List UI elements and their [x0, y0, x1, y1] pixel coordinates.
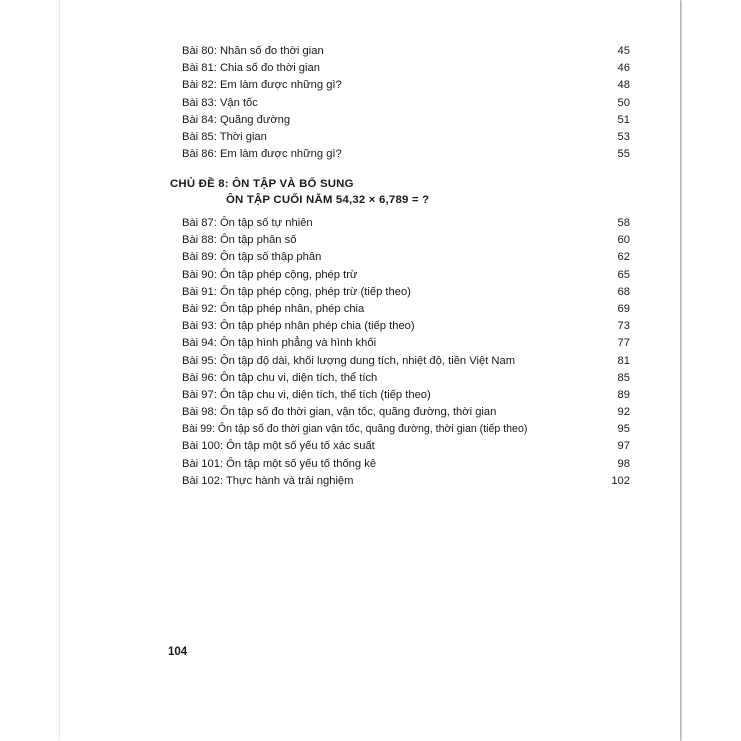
toc-list-part2 — [182, 215, 630, 490]
toc-page: 51 — [617, 113, 630, 126]
toc-page: 53 — [617, 130, 630, 143]
toc-page: 60 — [617, 234, 630, 247]
toc-page: 85 — [617, 371, 630, 384]
toc-title: Bài 91: Ôn tập phép cộng, phép trừ (tiếp theo) — [182, 285, 411, 298]
toc-row — [182, 284, 630, 301]
toc-page: 95 — [617, 423, 630, 436]
toc-title: Bài 88: Ôn tập phân số — [182, 234, 297, 247]
toc-page: 92 — [617, 406, 630, 419]
toc-title: Bài 87: Ôn tập số tự nhiên — [182, 217, 313, 229]
toc-title: Bài 97: Ôn tập chu vi, diện tích, thể tích (tiếp theo) — [182, 388, 431, 401]
toc-title: Bài 94: Ôn tập hình phẳng và hình khối — [182, 337, 377, 350]
toc-row — [182, 456, 630, 473]
toc-row — [182, 43, 630, 60]
toc-page: 73 — [617, 320, 630, 333]
toc-row — [182, 318, 630, 335]
toc-title: Bài 93: Ôn tập phép nhân phép chia (tiếp theo) — [182, 320, 415, 333]
toc-title: Bài 89: Ôn tập số thập phân — [182, 251, 322, 264]
toc-page: 65 — [617, 268, 630, 281]
toc-page: 46 — [617, 62, 630, 75]
toc-row — [182, 232, 630, 249]
toc-page: 45 — [617, 45, 630, 57]
toc-title: Bài 84: Quãng đường — [182, 113, 291, 126]
toc-row — [182, 335, 630, 352]
toc-page: 50 — [617, 96, 630, 109]
toc-title: Bài 80: Nhân số đo thời gian — [182, 45, 324, 57]
toc-title: Bài 83: Vận tốc — [182, 96, 258, 109]
chapter-heading — [170, 176, 429, 208]
toc-title: Bài 85: Thời gian — [182, 130, 267, 143]
page-number: 104 — [168, 646, 188, 658]
toc-page: 98 — [617, 457, 630, 470]
toc-title: Bài 92: Ôn tập phép nhân, phép chia — [182, 302, 365, 315]
toc-page: 81 — [617, 354, 630, 367]
toc-title: Bài 86: Em làm được những gì? — [182, 148, 342, 161]
toc-title: Bài 95: Ôn tập độ dài, khối lượng dung tích, nhiệt độ, tiền Việt Nam — [182, 354, 516, 367]
toc-row — [182, 129, 630, 146]
toc-row — [182, 60, 630, 77]
toc-page: 68 — [617, 285, 630, 298]
toc-row — [182, 249, 630, 266]
toc-title: Bài 82: Em làm được những gì? — [182, 79, 342, 92]
chapter-title: CHỦ ĐỀ 8: ÔN TẬP VÀ BỔ SUNG — [170, 178, 354, 190]
toc-row — [182, 353, 630, 370]
toc-row — [182, 387, 630, 404]
toc-row — [182, 438, 630, 455]
toc-row — [182, 215, 630, 232]
toc-row — [182, 95, 630, 112]
chapter-subtitle: ÔN TẬP CUỐI NĂM 54,32 × 6,789 = ? — [226, 194, 430, 206]
toc-page: 102 — [611, 474, 630, 487]
toc-page: 62 — [617, 251, 630, 264]
toc-title: Bài 90: Ôn tập phép cộng, phép trừ — [182, 268, 358, 281]
toc-page: 58 — [617, 217, 630, 229]
toc-title: Bài 98: Ôn tập số đo thời gian, vận tốc, quãng đường, thời gian — [182, 406, 497, 419]
toc-title: Bài 101: Ôn tập một số yếu tố thống kê — [182, 457, 377, 470]
toc-title: Bài 99: Ôn tập số đo thời gian vận tốc, quãng đường, thời gian (tiếp theo) — [182, 423, 528, 436]
toc-row — [182, 370, 630, 387]
book-page — [60, 0, 680, 741]
toc-row — [182, 112, 630, 129]
toc-page: 77 — [617, 337, 630, 350]
toc-row — [182, 146, 630, 163]
toc-page: 89 — [617, 388, 630, 401]
toc-page: 69 — [617, 302, 630, 315]
toc-page: 97 — [617, 440, 630, 453]
toc-list-part1 — [182, 43, 630, 163]
toc-page: 48 — [617, 79, 630, 92]
toc-page: 55 — [617, 148, 630, 161]
toc-row — [182, 473, 630, 490]
toc-title: Bài 100: Ôn tập một số yếu tố xác suất — [182, 440, 375, 453]
toc-row — [182, 77, 630, 94]
toc-title: Bài 81: Chia số đo thời gian — [182, 62, 320, 75]
toc-title: Bài 102: Thực hành và trải nghiệm — [182, 474, 354, 487]
toc-row — [182, 421, 630, 438]
toc-row — [182, 267, 630, 284]
toc-title: Bài 96: Ôn tập chu vi, diện tích, thể tích — [182, 371, 378, 384]
toc-row — [182, 404, 630, 421]
toc-row — [182, 301, 630, 318]
